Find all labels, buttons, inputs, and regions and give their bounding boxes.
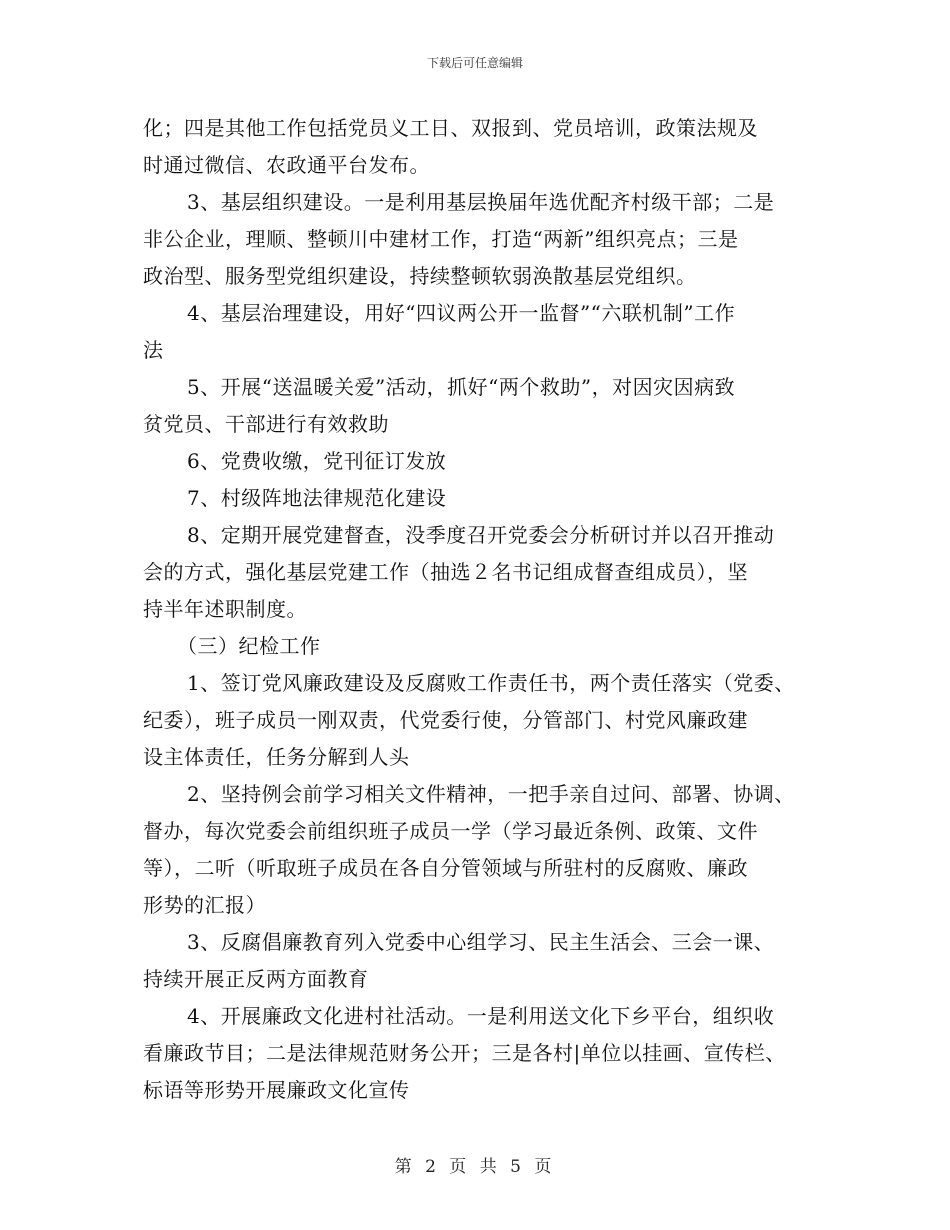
text-line: 法 — [143, 338, 164, 362]
text-line: 时通过微信、农政通平台发布。 — [143, 153, 430, 177]
text-line: 政治型、服务型党组织建设，持续整顿软弱涣散基层党组织。 — [143, 264, 697, 288]
text-line: 会的方式，强化基层党建工作（抽选２名书记组成督查组成员），坚 — [143, 560, 748, 584]
text-line: 形势的汇报） — [143, 893, 266, 917]
text-line: 标语等形势开展廉政文化宣传 — [143, 1078, 410, 1102]
text-line: 化；四是其他工作包括党员义工日、双报到、党员培训，政策法规及 — [143, 116, 758, 140]
text-line: 设主体责任，任务分解到人头 — [143, 745, 410, 769]
text-line: 看廉政节目；二是法律规范财务公开；三是各村|单位以挂画、宣传栏、 — [143, 1041, 786, 1065]
text-line: 非公企业，理顺、整顿川中建材工作，打造“两新”组织亮点；三是 — [143, 227, 739, 251]
text-line: 6、党费收缴，党刊征订发放 — [187, 449, 447, 473]
text-line: （三）纪检工作 — [177, 634, 321, 658]
text-line: 4、开展廉政文化进村社活动。一是利用送文化下乡平台，组织收 — [187, 1004, 775, 1028]
text-line: 督办，每次党委会前组织班子成员一学（学习最近条例、政策、文件 — [143, 819, 758, 843]
page-footer: 第 2 页 共 5 页 — [394, 1157, 556, 1177]
page-header: 下载后可任意编辑 — [426, 56, 523, 70]
text-line: 8、定期开展党建督查，没季度召开党委会分析研讨并以召开推动 — [187, 523, 775, 547]
text-line: 3、反腐倡廉教育列入党委中心组学习、民主生活会、三会一课、 — [187, 930, 775, 954]
text-line: 持续开展正反两方面教育 — [143, 967, 369, 991]
text-line: 贫党员、干部进行有效救助 — [143, 412, 389, 436]
document-body — [143, 110, 833, 1109]
text-line: 3、基层组织建设。一是利用基层换届年选优配齐村级干部；二是 — [187, 190, 775, 214]
text-line: 持半年述职制度。 — [143, 597, 307, 621]
text-line: 4、基层治理建设，用好“四议两公开一监督”“六联机制”工作 — [187, 301, 736, 325]
text-line: 等），二听（听取班子成员在各自分管领域与所驻村的反腐败、廉政 — [143, 856, 748, 880]
text-line: 2、坚持例会前学习相关文件精神，一把手亲自过问、部署、协调、 — [187, 782, 795, 806]
text-line: 5、开展“送温暖关爱”活动，抓好“两个救助”，对因灾因病致 — [187, 375, 736, 399]
text-line: 7、村级阵地法律规范化建设 — [187, 486, 447, 510]
text-line: 纪委），班子成员一刚双责，代党委行使，分管部门、村党风廉政建 — [143, 708, 748, 732]
text-line: 1、签订党风廉政建设及反腐败工作责任书，两个责任落实（党委、 — [187, 671, 795, 695]
